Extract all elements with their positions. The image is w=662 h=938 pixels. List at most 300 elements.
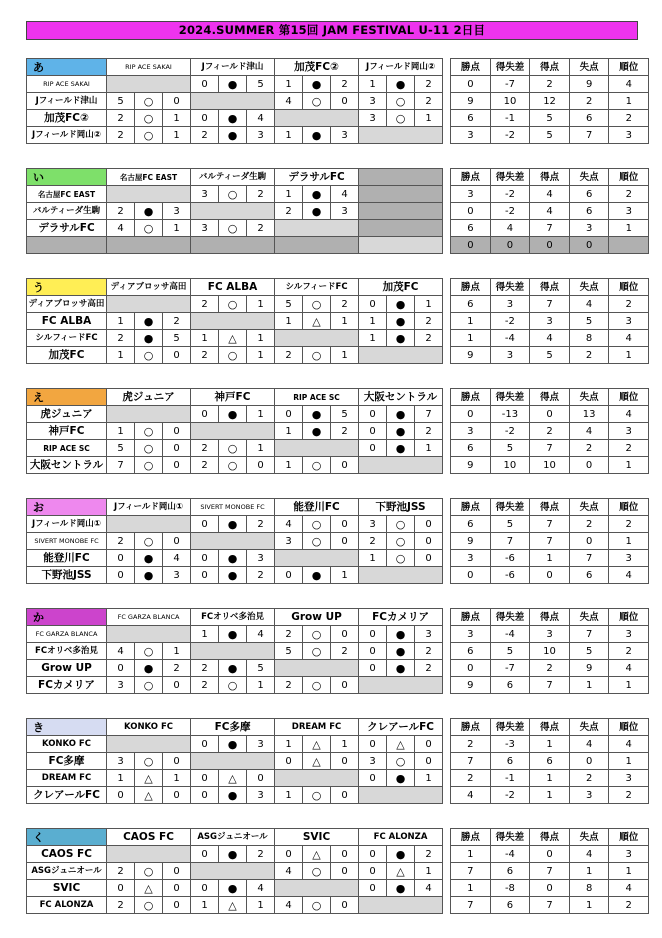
group-tables <box>26 58 638 938</box>
result-mark: ● <box>387 770 415 787</box>
team-row <box>27 533 649 550</box>
result-mark: ● <box>219 736 247 753</box>
score-for: 5 <box>107 440 135 457</box>
score-for: 3 <box>191 220 219 237</box>
stat-points: 0 <box>451 406 491 423</box>
score-against: 0 <box>163 93 191 110</box>
score-against: 4 <box>247 110 275 127</box>
stat-goals-against: 7 <box>569 550 609 567</box>
stat-rank: 1 <box>609 863 649 880</box>
result-mark: ● <box>387 660 415 677</box>
stat-goals-for: 0 <box>530 880 570 897</box>
stat-points: 4 <box>451 787 491 804</box>
result-mark: ● <box>387 440 415 457</box>
stat-goals-against: 9 <box>569 660 609 677</box>
stat-goal-difference: 10 <box>490 457 530 474</box>
stat-goal-difference: 0 <box>490 237 530 254</box>
column-team-name <box>359 169 443 186</box>
group-header-row <box>27 389 649 406</box>
stat-goals-for: 5 <box>530 347 570 364</box>
stat-rank: 1 <box>609 347 649 364</box>
result-mark: ○ <box>135 457 163 474</box>
stat-rank: 4 <box>609 736 649 753</box>
stat-goal-difference: 3 <box>490 347 530 364</box>
stat-goals-against: 13 <box>569 406 609 423</box>
team-row <box>27 406 649 423</box>
score-against: 0 <box>247 457 275 474</box>
score-for: 4 <box>107 220 135 237</box>
stat-rank: 4 <box>609 330 649 347</box>
stat-header: 勝点 <box>451 829 491 846</box>
score-against: 1 <box>163 770 191 787</box>
result-mark: △ <box>219 770 247 787</box>
row-team-name: FC GARZA BLANCA <box>27 626 107 643</box>
row-team-name: RIP ACE SC <box>27 440 107 457</box>
score-against: 0 <box>331 753 359 770</box>
stat-goals-for: 0 <box>530 406 570 423</box>
row-team-name: 名古屋FC EAST <box>27 186 107 203</box>
stat-header: 失点 <box>569 279 609 296</box>
result-mark: ○ <box>135 127 163 144</box>
score-against: 2 <box>331 643 359 660</box>
result-mark: △ <box>387 863 415 880</box>
result-mark: ○ <box>135 753 163 770</box>
row-team-name: 能登川FC <box>27 550 107 567</box>
row-team-name: RIP ACE SAKAI <box>27 76 107 93</box>
stat-points: 3 <box>451 550 491 567</box>
spacer <box>443 880 451 897</box>
row-team-name: 大阪セントラル <box>27 457 107 474</box>
self-match-cell <box>359 787 443 804</box>
result-mark: ○ <box>387 550 415 567</box>
team-row <box>27 296 649 313</box>
score-against: 0 <box>331 677 359 694</box>
result-mark: ○ <box>303 347 331 364</box>
row-team-name: FC ALONZA <box>27 897 107 914</box>
score-for: 2 <box>191 660 219 677</box>
column-team-name: ディアブロッサ高田 <box>107 279 191 296</box>
stat-goal-difference: -2 <box>490 313 530 330</box>
stat-header: 失点 <box>569 169 609 186</box>
spacer <box>443 736 451 753</box>
row-team-name <box>27 237 107 254</box>
score-for: 1 <box>107 423 135 440</box>
spacer <box>443 677 451 694</box>
self-match-cell <box>275 440 359 457</box>
stat-goal-difference: -4 <box>490 846 530 863</box>
stat-goals-against: 8 <box>569 880 609 897</box>
spacer <box>443 423 451 440</box>
row-team-name: 神戸FC <box>27 423 107 440</box>
stat-goals-against: 5 <box>569 643 609 660</box>
score-for: 1 <box>275 127 303 144</box>
group-header-row <box>27 609 649 626</box>
stat-header: 失点 <box>569 829 609 846</box>
stat-goals-against: 5 <box>569 313 609 330</box>
stat-goals-against: 8 <box>569 330 609 347</box>
row-team-name: 加茂FC <box>27 347 107 364</box>
score-against: 2 <box>247 567 275 584</box>
score-against: 0 <box>415 550 443 567</box>
result-mark: ○ <box>303 626 331 643</box>
score-against: 1 <box>247 440 275 457</box>
score-for: 0 <box>191 880 219 897</box>
stat-goals-for: 1 <box>530 736 570 753</box>
stat-rank: 3 <box>609 313 649 330</box>
score-for: 1 <box>275 186 303 203</box>
group-label: く <box>27 829 107 846</box>
stat-goal-difference: 6 <box>490 753 530 770</box>
stat-points: 3 <box>451 127 491 144</box>
stat-goal-difference: -2 <box>490 127 530 144</box>
stat-goals-against: 1 <box>569 863 609 880</box>
result-mark: ● <box>303 127 331 144</box>
group-header-row <box>27 279 649 296</box>
score-against: 0 <box>331 533 359 550</box>
stat-rank: 2 <box>609 897 649 914</box>
score-for: 4 <box>107 643 135 660</box>
self-match-cell <box>191 93 275 110</box>
result-mark: ● <box>303 203 331 220</box>
score-for: 0 <box>275 406 303 423</box>
row-team-name: FC ALBA <box>27 313 107 330</box>
spacer <box>443 279 451 296</box>
group-table <box>26 828 649 914</box>
spacer <box>443 550 451 567</box>
score-against: 1 <box>331 567 359 584</box>
stat-header: 失点 <box>569 609 609 626</box>
stat-goals-against: 0 <box>569 753 609 770</box>
score-for: 0 <box>359 423 387 440</box>
row-team-name: KONKO FC <box>27 736 107 753</box>
stat-header: 順位 <box>609 59 649 76</box>
score-against: 3 <box>247 550 275 567</box>
score-against: 0 <box>163 423 191 440</box>
result-mark: ○ <box>387 533 415 550</box>
score-for: 2 <box>191 457 219 474</box>
column-team-name: Grow UP <box>275 609 359 626</box>
result-mark: ● <box>219 880 247 897</box>
score-for: 0 <box>107 550 135 567</box>
stat-header: 得点 <box>530 609 570 626</box>
result-mark: △ <box>135 770 163 787</box>
stat-goal-difference: -7 <box>490 76 530 93</box>
spacer <box>443 719 451 736</box>
stat-goals-for: 2 <box>530 423 570 440</box>
spacer <box>443 516 451 533</box>
self-match-cell <box>275 660 359 677</box>
stat-header: 順位 <box>609 719 649 736</box>
stat-goals-against: 2 <box>569 440 609 457</box>
spacer <box>443 457 451 474</box>
score-against: 2 <box>247 846 275 863</box>
stat-rank: 1 <box>609 457 649 474</box>
team-row <box>27 880 649 897</box>
row-team-name: 虎ジュニア <box>27 406 107 423</box>
score-against: 3 <box>331 127 359 144</box>
score-against: 0 <box>331 846 359 863</box>
result-mark: ● <box>135 550 163 567</box>
stat-rank: 2 <box>609 787 649 804</box>
stat-goals-for: 7 <box>530 863 570 880</box>
score-against: 1 <box>163 127 191 144</box>
score-for: 0 <box>275 846 303 863</box>
spacer <box>443 897 451 914</box>
score-against: 1 <box>247 897 275 914</box>
row-team-name: SVIC <box>27 880 107 897</box>
score-against: 0 <box>331 457 359 474</box>
spacer <box>443 863 451 880</box>
result-mark: ○ <box>303 457 331 474</box>
score-for: 5 <box>275 296 303 313</box>
stat-header: 得失差 <box>490 719 530 736</box>
stat-header: 失点 <box>569 719 609 736</box>
stat-goals-for: 2 <box>530 76 570 93</box>
group-header-row <box>27 499 649 516</box>
result-mark: ● <box>303 186 331 203</box>
score-for: 2 <box>275 677 303 694</box>
result-mark: ○ <box>387 110 415 127</box>
stat-goal-difference: -6 <box>490 567 530 584</box>
stat-header: 得失差 <box>490 829 530 846</box>
column-team-name: CAOS FC <box>107 829 191 846</box>
stat-rank: 4 <box>609 880 649 897</box>
score-against: 0 <box>163 440 191 457</box>
column-team-name: デラサルFC <box>275 169 359 186</box>
group-table <box>26 388 649 474</box>
stat-goals-against: 6 <box>569 567 609 584</box>
stat-points: 6 <box>451 516 491 533</box>
team-row <box>27 567 649 584</box>
stat-header: 順位 <box>609 499 649 516</box>
self-match-cell <box>359 347 443 364</box>
stat-points: 9 <box>451 347 491 364</box>
score-for: 0 <box>359 770 387 787</box>
score-for: 1 <box>359 330 387 347</box>
column-team-name: クレアールFC <box>359 719 443 736</box>
stat-goals-against: 3 <box>569 787 609 804</box>
self-match-cell <box>107 296 191 313</box>
score-against: 4 <box>415 880 443 897</box>
team-row <box>27 897 649 914</box>
stat-header: 得点 <box>530 829 570 846</box>
result-mark: ○ <box>303 516 331 533</box>
score-for: 4 <box>275 516 303 533</box>
column-team-name: 神戸FC <box>191 389 275 406</box>
result-mark: ● <box>219 110 247 127</box>
column-team-name: FC多摩 <box>191 719 275 736</box>
score-against: 3 <box>163 203 191 220</box>
stat-points: 3 <box>451 423 491 440</box>
row-team-name: FC多摩 <box>27 753 107 770</box>
score-against: 0 <box>331 897 359 914</box>
spacer <box>443 829 451 846</box>
spacer <box>443 127 451 144</box>
stat-goals-against: 0 <box>569 533 609 550</box>
score-for: 0 <box>275 753 303 770</box>
score-for: 1 <box>191 897 219 914</box>
score-for: 0 <box>107 787 135 804</box>
stat-rank: 2 <box>609 440 649 457</box>
team-row <box>27 457 649 474</box>
score-for: 2 <box>107 203 135 220</box>
self-match-cell <box>275 330 359 347</box>
stat-goals-for: 7 <box>530 533 570 550</box>
column-team-name: KONKO FC <box>107 719 191 736</box>
score-against: 2 <box>247 186 275 203</box>
stat-goal-difference: 10 <box>490 93 530 110</box>
stat-points: 9 <box>451 533 491 550</box>
score-against: 0 <box>331 787 359 804</box>
result-mark: ○ <box>219 220 247 237</box>
result-mark: △ <box>303 753 331 770</box>
score-against: 0 <box>331 626 359 643</box>
stat-goal-difference: -1 <box>490 770 530 787</box>
spacer <box>443 59 451 76</box>
score-against: 2 <box>247 220 275 237</box>
stat-points: 0 <box>451 203 491 220</box>
spacer <box>443 533 451 550</box>
stat-points: 6 <box>451 110 491 127</box>
result-mark: ● <box>219 127 247 144</box>
page-title: 2024.SUMMER 第15回 JAM FESTIVAL U-11 2日目 <box>26 21 638 40</box>
stat-header: 得点 <box>530 169 570 186</box>
stat-points: 1 <box>451 313 491 330</box>
score-for: 0 <box>275 567 303 584</box>
score-for: 1 <box>275 736 303 753</box>
team-row <box>27 203 649 220</box>
stat-goals-against: 4 <box>569 736 609 753</box>
self-match-cell <box>107 186 191 203</box>
score-against: 1 <box>415 110 443 127</box>
score-against: 2 <box>415 93 443 110</box>
result-mark: ○ <box>135 643 163 660</box>
score-against: 1 <box>415 440 443 457</box>
spacer <box>443 770 451 787</box>
self-match-cell <box>107 626 191 643</box>
score-against: 3 <box>415 626 443 643</box>
column-team-name: 大阪セントラル <box>359 389 443 406</box>
score-against: 4 <box>331 186 359 203</box>
result-mark: ○ <box>303 643 331 660</box>
score-for: 2 <box>359 533 387 550</box>
stat-goals-against: 6 <box>569 186 609 203</box>
score-against: 0 <box>247 770 275 787</box>
stat-header: 得点 <box>530 389 570 406</box>
stat-goal-difference: 6 <box>490 897 530 914</box>
team-row <box>27 787 649 804</box>
group-header-row <box>27 59 649 76</box>
stat-goals-for: 4 <box>530 203 570 220</box>
group-label: き <box>27 719 107 736</box>
score-against: 0 <box>163 457 191 474</box>
spacer <box>443 389 451 406</box>
result-mark: △ <box>303 846 331 863</box>
column-team-name: FC ALBA <box>191 279 275 296</box>
score-against: 5 <box>247 76 275 93</box>
stat-goal-difference: 4 <box>490 220 530 237</box>
result-mark: ○ <box>303 296 331 313</box>
stat-rank: 1 <box>609 753 649 770</box>
score-for: 0 <box>191 406 219 423</box>
result-mark: ○ <box>135 863 163 880</box>
stat-goal-difference: -7 <box>490 660 530 677</box>
score-against: 1 <box>247 347 275 364</box>
stat-points: 3 <box>451 626 491 643</box>
result-mark: ○ <box>219 296 247 313</box>
self-match-cell <box>359 457 443 474</box>
stat-rank: 4 <box>609 660 649 677</box>
score-for: 2 <box>107 533 135 550</box>
row-team-name: 加茂FC② <box>27 110 107 127</box>
score-for: 0 <box>191 76 219 93</box>
stat-header: 得失差 <box>490 279 530 296</box>
score-against: 3 <box>247 736 275 753</box>
spacer <box>443 169 451 186</box>
score-for: 2 <box>107 127 135 144</box>
stat-header: 勝点 <box>451 389 491 406</box>
score-for: 1 <box>359 550 387 567</box>
self-match-cell <box>107 406 191 423</box>
self-match-cell <box>359 567 443 584</box>
stat-points: 6 <box>451 643 491 660</box>
result-mark: ● <box>219 660 247 677</box>
stat-goals-for: 2 <box>530 660 570 677</box>
stat-points: 9 <box>451 457 491 474</box>
group-header-row <box>27 719 649 736</box>
score-for: 3 <box>107 753 135 770</box>
result-mark: △ <box>219 330 247 347</box>
self-match-cell <box>191 313 275 330</box>
column-team-name: DREAM FC <box>275 719 359 736</box>
team-row <box>27 423 649 440</box>
score-for: 0 <box>359 643 387 660</box>
stat-goals-for: 12 <box>530 93 570 110</box>
result-mark: ● <box>303 76 331 93</box>
stat-goals-for: 5 <box>530 127 570 144</box>
column-team-name: FCカメリア <box>359 609 443 626</box>
score-for: 3 <box>107 677 135 694</box>
stat-goals-for: 1 <box>530 550 570 567</box>
self-match-cell <box>107 736 191 753</box>
team-row <box>27 313 649 330</box>
stat-rank: 3 <box>609 423 649 440</box>
group-label: う <box>27 279 107 296</box>
score-for: 2 <box>191 440 219 457</box>
stat-rank: 3 <box>609 626 649 643</box>
stat-rank: 1 <box>609 533 649 550</box>
self-match-cell <box>191 423 275 440</box>
stat-points: 0 <box>451 237 491 254</box>
team-row <box>27 93 649 110</box>
result-mark: ○ <box>219 440 247 457</box>
stat-points: 0 <box>451 567 491 584</box>
result-mark: ● <box>219 787 247 804</box>
stat-goal-difference: 5 <box>490 643 530 660</box>
stat-goal-difference: -6 <box>490 550 530 567</box>
column-team-name: 能登川FC <box>275 499 359 516</box>
stat-points: 0 <box>451 660 491 677</box>
stat-goals-for: 1 <box>530 787 570 804</box>
score-against: 5 <box>163 330 191 347</box>
score-against: 2 <box>247 516 275 533</box>
score-against: 1 <box>331 347 359 364</box>
team-row <box>27 736 649 753</box>
score-against: 3 <box>331 203 359 220</box>
team-row <box>27 220 649 237</box>
stat-goal-difference: -4 <box>490 626 530 643</box>
stat-goals-for: 7 <box>530 440 570 457</box>
